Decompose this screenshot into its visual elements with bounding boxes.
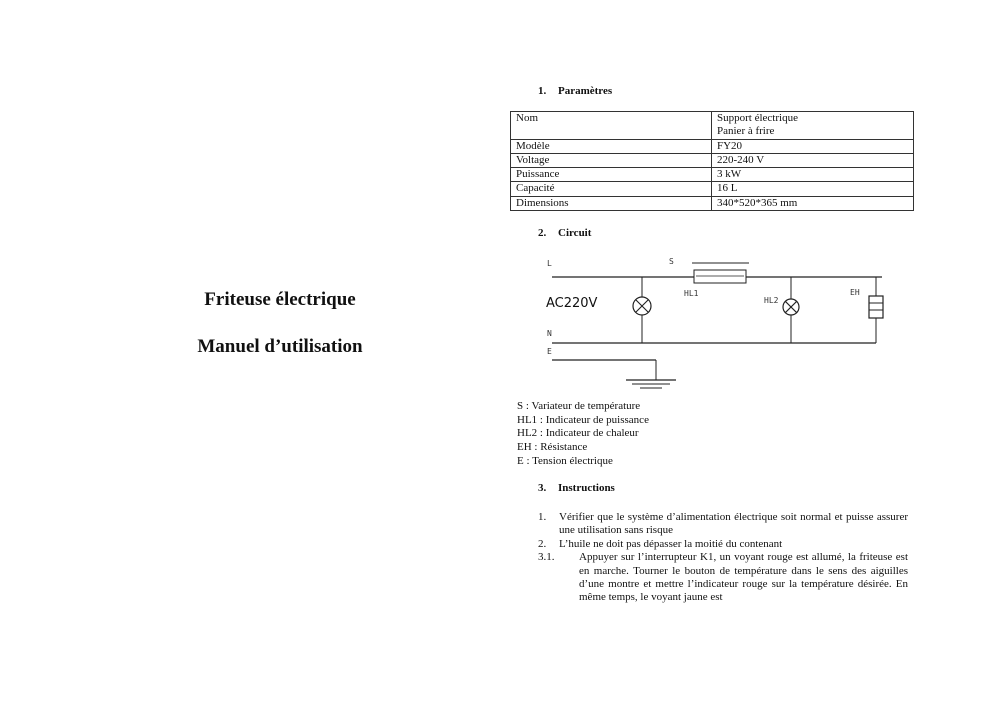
table-cell-value: 340*520*365 mm — [712, 196, 914, 210]
instructions-list — [538, 511, 908, 605]
document-subtitle: Manuel d’utilisation — [197, 336, 363, 357]
section-number: 3. — [538, 482, 547, 494]
table-cell-label: Dimensions — [511, 196, 712, 210]
table-cell-value: 220-240 V — [712, 153, 914, 167]
ground-icon — [626, 380, 676, 388]
params-table — [510, 111, 914, 211]
table-row — [511, 112, 914, 140]
table-row — [511, 182, 914, 196]
label-E: E — [547, 347, 552, 356]
label-HL2: HL2 — [764, 296, 779, 305]
cover-title-block — [150, 288, 410, 358]
label-EH: EH — [850, 288, 860, 297]
label-HL1: HL1 — [684, 289, 699, 298]
table-cell-value: FY20 — [712, 139, 914, 153]
section-heading-params — [538, 85, 612, 97]
table-cell-label: Capacité — [511, 182, 712, 196]
label-S: S — [669, 257, 674, 266]
label-L: L — [547, 259, 552, 268]
circuit-legend — [517, 400, 649, 469]
section-title: Circuit — [558, 227, 592, 239]
table-row — [511, 196, 914, 210]
table-row — [511, 153, 914, 167]
table-cell-value: 16 L — [712, 182, 914, 196]
legend-item: HL1 : Indicateur de puissance — [517, 413, 649, 426]
table-cell-label: Voltage — [511, 153, 712, 167]
thermostat-switch — [694, 270, 746, 283]
list-item-text: L’huile ne doit pas dépasser la moitié du contenant — [559, 537, 783, 550]
table-cell-label: Nom — [511, 112, 712, 140]
legend-item: HL2 : Indicateur de chaleur — [517, 427, 639, 440]
legend-item: E : Tension électrique — [517, 454, 613, 467]
legend-item: EH : Résistance — [517, 441, 588, 454]
table-row — [511, 139, 914, 153]
section-title: Paramètres — [558, 85, 613, 97]
list-item-number: 2. — [538, 537, 547, 550]
section-heading-instructions — [538, 482, 615, 494]
list-item-number: 3.1. — [538, 551, 555, 564]
label-ac220v: AC220V — [546, 296, 598, 311]
table-row — [511, 168, 914, 182]
list-item-text: Vérifier que le système d’alimentation électrique soit normal et puisse assurer une utilisation sans risque — [559, 511, 908, 537]
label-N: N — [547, 329, 552, 338]
list-item-number: 1. — [538, 511, 547, 523]
legend-item: S : Variateur de température — [517, 400, 641, 412]
document-title: Friteuse électrique — [204, 289, 356, 310]
resistor-eh-icon — [869, 296, 883, 318]
table-cell-label: Puissance — [511, 168, 712, 182]
section-heading-circuit — [538, 227, 591, 239]
table-cell-value-line: Support électrique — [717, 112, 798, 124]
section-number: 2. — [538, 227, 547, 239]
section-number: 1. — [538, 85, 547, 97]
table-cell-label: Modèle — [511, 139, 712, 153]
list-item — [538, 538, 908, 551]
section-title: Instructions — [558, 482, 615, 494]
table-cell-value — [712, 112, 914, 140]
list-item-text: Appuyer sur l’interrupteur K1, un voyant rouge est allumé, la friteuse est en marche. Tourner le bouton de température dans le sens des aiguilles d’une montre et mettre l’indicateur rouge sur la température désirée. En même temps, le voyant jaune est — [579, 551, 908, 604]
circuit-diagram — [530, 250, 900, 395]
list-item — [538, 551, 908, 605]
list-item — [538, 511, 908, 538]
table-cell-value: 3 kW — [712, 168, 914, 182]
table-cell-value-line: Panier à frire — [717, 125, 775, 138]
